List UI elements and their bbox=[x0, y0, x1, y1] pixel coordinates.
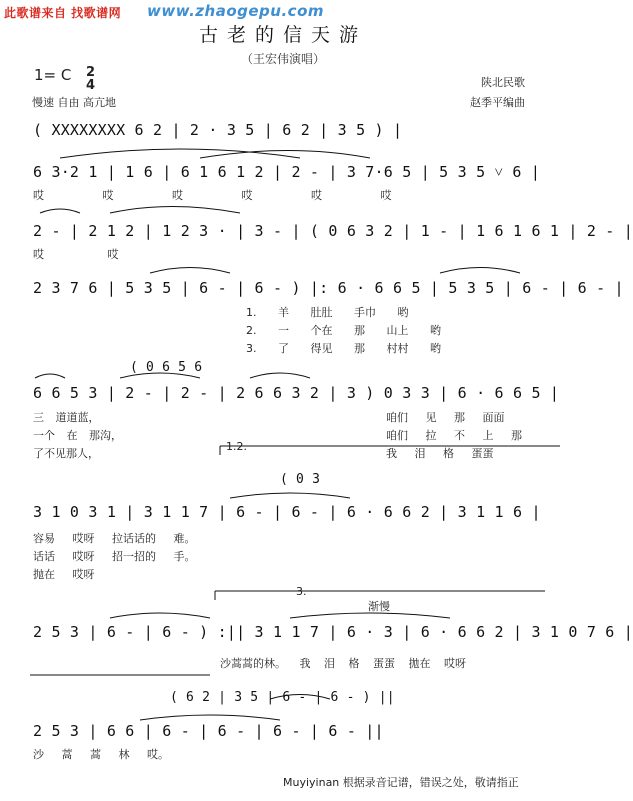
verse-a-line-3: 了不见那人， bbox=[33, 447, 99, 460]
verse-c-line-3: 抛在 哎呀 bbox=[33, 568, 95, 581]
score-row-2-notes: 6 3·2 1 | 1 6 | 6 1 6 1 2 | 2 - | 3 7·6 5 | 5 3 5 ˅ 6 | bbox=[33, 163, 541, 181]
verse-b-line-3: 我 泪 格 蛋蛋 bbox=[386, 447, 494, 460]
verse-a-line-2: 一个 在 那沟， bbox=[33, 429, 122, 442]
verse-c-line-1: 容易 哎呀 拉话话的 难。 bbox=[33, 532, 196, 545]
score-row-4-notes: 2 3 7 6 | 5 3 5 | 6 - | 6 - ) |: 6 · 6 6 5 | 5 3 5 | 6 - | 6 - | bbox=[33, 279, 624, 297]
verse-b-line-1: 咱们 见 那 面面 bbox=[386, 411, 505, 424]
time-signature-top: 2 bbox=[86, 65, 96, 80]
verse-b-line-2: 咱们 拉 不 上 那 bbox=[386, 429, 522, 442]
volta-label-1-2: 1.2. bbox=[226, 440, 247, 453]
score-row-3-notes: 2 - | 2 1 2 | 1 2 3 · | 3 - | ( 0 6 3 2 | 1 - | 1 6 1 6 1 | 2 - | bbox=[33, 222, 633, 240]
paren-notes-3: ( 6 2 | 3 5 | 6 - | 6 - ) || bbox=[170, 690, 395, 705]
paren-notes-1: ( 0 6 5 6 bbox=[130, 360, 203, 375]
score-row-3-lyrics: 哎 哎 bbox=[33, 248, 119, 261]
score-row-6-notes: 3 1 0 3 1 | 3 1 1 7 | 6 - | 6 - | 6 · 6 6 2 | 3 1 1 6 | bbox=[33, 503, 541, 521]
watermark-text: 此歌谱来自 找歌谱网 bbox=[4, 6, 122, 20]
verse-c-line-2: 话话 哎呀 招一招的 手。 bbox=[33, 550, 196, 563]
volta-label-3: 3. bbox=[296, 585, 307, 598]
score-row-2-lyrics: 哎 哎 哎 哎 哎 哎 bbox=[33, 189, 392, 202]
score-row-7-notes: 2 5 3 | 6 - | 6 - ) :|| 3 1 1 7 | 6 · 3 | 6 · 6 6 2 | 3 1 0 7 6 | bbox=[33, 623, 633, 641]
song-title: 古老的信天游 bbox=[198, 24, 367, 46]
time-signature-bottom: 4 bbox=[86, 78, 96, 93]
song-source: 陕北民歌 bbox=[481, 76, 525, 89]
song-subtitle: （王宏伟演唱） bbox=[240, 52, 325, 66]
paren-notes-2: ( 0 3 bbox=[280, 472, 321, 487]
tempo-change: 渐慢 bbox=[368, 600, 390, 613]
stanza-line-1: 1. 羊 肚肚 手巾 哟 bbox=[246, 306, 409, 319]
score-row-1-notes: ( XXXXXXXX 6 2 | 2 · 3 5 | 6 2 | 3 5 ) | bbox=[33, 121, 403, 139]
transcription-credit: Muyiyinan 根据录音记谱，错误之处，敬请指正 bbox=[283, 776, 519, 789]
song-arranger: 赵季平编曲 bbox=[470, 96, 525, 109]
verse-a-line-1: 三 道道蓝， bbox=[33, 411, 100, 424]
score-row-5-notes: 6 6 5 3 | 2 - | 2 - | 2 6 6 3 2 | 3 ) 0 3 3 | 6 · 6 6 5 | bbox=[33, 384, 560, 402]
score-row-8-lyrics: 沙 蒿 蒿 林 哎。 bbox=[33, 748, 169, 761]
score-row-8-notes: 2 5 3 | 6 6 | 6 - | 6 - | 6 - | 6 - || bbox=[33, 722, 384, 740]
tempo-marking: 慢速 自由 高亢地 bbox=[32, 96, 116, 109]
stanza-line-3: 3. 了 得见 那 村村 哟 bbox=[246, 342, 441, 355]
score-row-7-lyrics: 沙蒿蒿的林。 我 泪 格 蛋蛋 拋在 哎呀 bbox=[220, 657, 466, 670]
watermark-url: www.zhaogepu.com bbox=[147, 2, 324, 20]
key-signature: 1= C bbox=[34, 66, 72, 84]
stanza-line-2: 2. 一 个在 那 山上 哟 bbox=[246, 324, 441, 337]
